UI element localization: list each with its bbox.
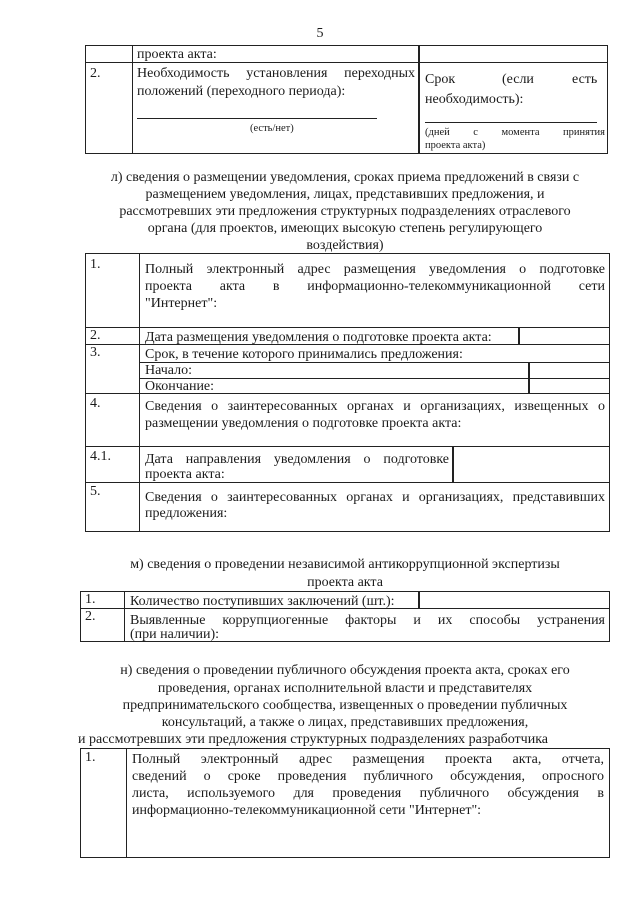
table-cell-text: Сведения о заинтересованных органах и организациях, представивших [145,490,605,505]
row-number: 4. [90,396,101,411]
transition-question-line1: Необходимость установления переходных [137,66,415,81]
term-note-line2: проекта акта) [425,140,486,151]
term-note-line1: (дней с момента принятия [425,127,605,138]
table-cell-text: размещении уведомления о подготовке проекта акта: [145,416,462,431]
answer-note: (есть/нет) [250,123,294,134]
term-label-b: (если [502,72,534,87]
table-cell-text: Дата направления уведомления о подготовке [145,452,449,467]
transition-question-line2: положений (переходного периода): [137,84,346,99]
table-cell-text: Полный электронный адрес размещения проекта акта, отчета, [132,752,604,767]
start-date-label: Начало: [145,363,193,378]
table-cell-text: Срок, в течение которого принимались предложения: [145,347,463,362]
row-number: 1. [85,750,96,765]
answer-blank-line [137,118,377,119]
document-page: 5 проекта акта: 2. Необходимость установления переходных положений (переходного периода): (есть/нет) Срок (если есть необходимость): (дней с момента принятия проекта акта) л) сведения о размещении уведомления, сроках приема предложений в связи с размещением уведомления, лицах, представивших предложения, и рассмотревших эти предложения структурных подразделениях отраслевого органа (для проектов, имеющих высокую степень регулирующего воздействия) 1. Полный электронный адрес размещения уведомления о подготовке проекта акта в информационно-телекоммуникационной сети "Интернет": 2. Дата размещения уведомления о подготовке проекта акта: 3. Срок, в течение которого принимались предложения: Начало: Окончание: 4. Сведения о заинтересованных органах и организациях, извещенных о размещении уведомления о подготовке проекта акта: 4.1. Дата направления уведомления о подготовке проекта акта: 5. Сведения о заинтересованных органах и организациях, представивших предложения: м) сведения о проведении независимой антикоррупционной экспертизы проекта акта 1. Количество поступивших заключений (шт.): 2. Выявленные коррупциогенные факторы и их способы устранения (при наличии): н) сведения о проведении публичного обсуждения проекта акта, сроках его проведения, органах исполнительной власти и представителях предпринимательского сообщества, извещенных о проведении публичных консультаций, а также о лицах, представивших предложения, и рассмотревших эти предложения структурных подразделениях разработчика 1. Полный электронный адрес размещения проекта акта, отчета, сведений о сроке проведения публичного обсуждения, опросного листа, используемого для проведения публичного обсуждения в информационно-телекоммуникационной сети "Интернет": [0,0,640,905]
table-cell-text: "Интернет": [145,296,218,311]
table-cell-text: информационно-телекоммуникационной сети "Интернет": [132,803,482,818]
term-label-c: есть [572,72,598,87]
table-cell-text: Дата размещения уведомления о подготовке проекта акта: [145,330,492,345]
table-cell-text: предложения: [145,506,228,521]
term-label-a: Срок [425,72,456,87]
row-number: 2. [90,66,101,81]
row-number: 5. [90,484,101,499]
row-number: 4.1. [90,449,111,464]
table-cell-text: Количество поступивших заключений (шт.): [130,594,395,609]
table-cell-text: проекта акта в информационно-телекоммуникационной сети [145,279,605,294]
table-cell-text: проекта акта: [137,47,217,62]
table-cell-text: сведений о сроке проведения публичного обсуждения, опросного [132,769,604,784]
row-number: 2. [90,328,101,343]
term-label-line2: необходимость): [425,92,524,107]
row-number: 1. [85,592,96,607]
term-blank-line [425,122,597,123]
table-cell-text: листа, используемого для проведения публичного обсуждения в [132,786,604,801]
row-number: 2. [85,609,96,624]
row-number: 1. [90,257,101,272]
table-cell-text: Выявленные коррупциогенные факторы и их способы устранения [130,613,605,628]
row-number: 3. [90,345,101,360]
table-cell-text: проекта акта: [145,467,225,482]
table-cell-text: (при наличии): [130,627,220,642]
table-cell-text: Полный электронный адрес размещения уведомления о подготовке [145,262,605,277]
table-cell-text: Сведения о заинтересованных органах и организациях, извещенных о [145,399,605,414]
page-number: 5 [316,26,324,41]
end-date-label: Окончание: [145,379,215,394]
